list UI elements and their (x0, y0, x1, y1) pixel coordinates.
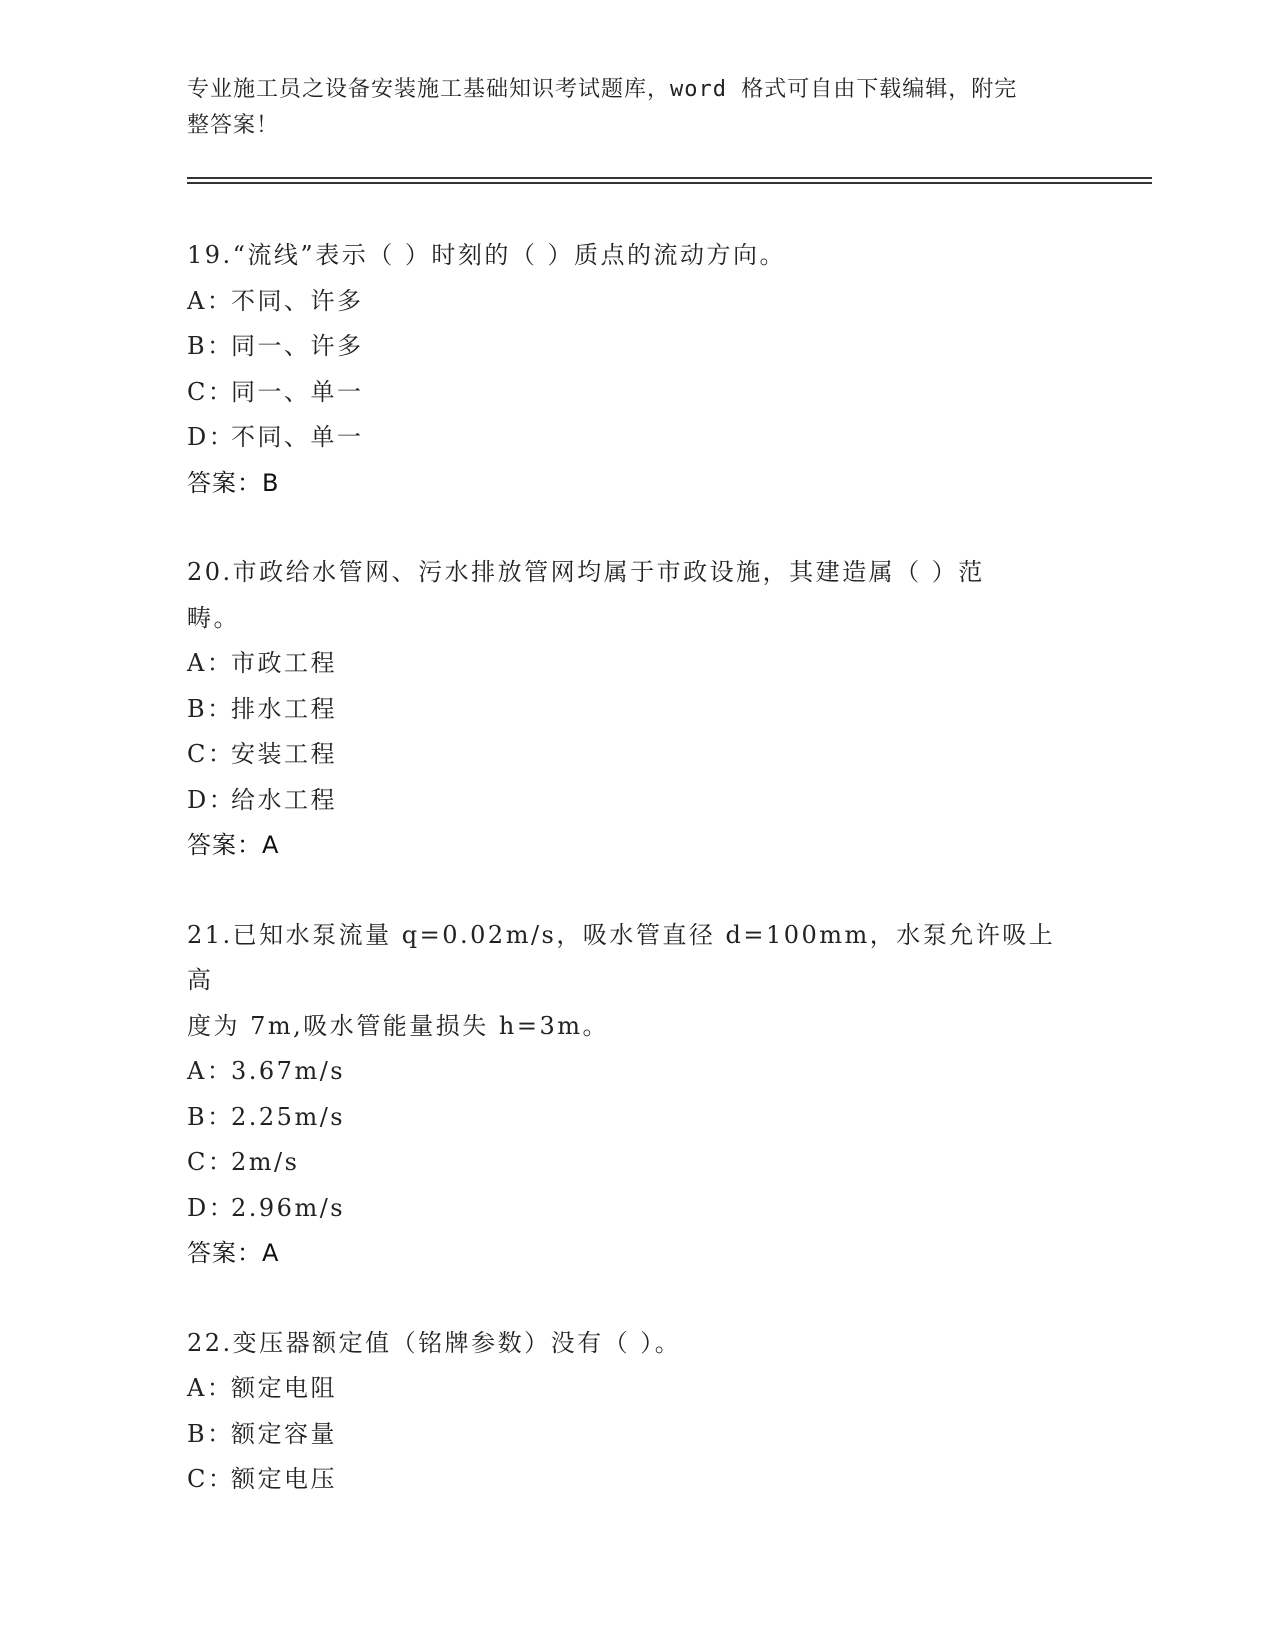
question-stem: 19.“流线”表示（ ）时刻的（ ）质点的流动方向。 (187, 241, 786, 269)
option-a (187, 279, 1067, 325)
header-line-2: 整答案！ (187, 113, 280, 138)
question-22 (187, 1321, 1067, 1503)
question-stem-continued: 畴。 (187, 603, 240, 632)
option-key: C： (187, 377, 235, 406)
option-text: 额定电压 (231, 1465, 337, 1493)
option-key: B： (187, 1419, 234, 1448)
option-d (187, 415, 1067, 461)
option-text: 额定容量 (231, 1419, 337, 1448)
option-c (187, 1457, 1067, 1503)
option-text: 2.96m/s (231, 1193, 346, 1222)
header-divider-top (187, 177, 1152, 179)
question-stem: 21.已知水泵流量 q=0.02m/s，吸水管直径 d=100mm，水泵允许吸上高 (187, 920, 1056, 994)
option-d (187, 1186, 1067, 1232)
answer: 答案：B (187, 468, 280, 497)
option-b (187, 1095, 1067, 1141)
option-key: A： (187, 1374, 234, 1402)
option-b (187, 324, 1067, 370)
option-b (187, 687, 1067, 733)
option-key: B： (187, 1102, 234, 1131)
option-text: 额定电阻 (231, 1374, 337, 1402)
option-key: C： (187, 1465, 235, 1493)
option-text: 同一、单一 (231, 377, 364, 406)
question-stem: 20.市政给水管网、污水排放管网均属于市政设施，其建造属（ ）范 (187, 558, 985, 586)
question-stem-continued: 度为 7m,吸水管能量损失 h=3m。 (187, 1011, 610, 1040)
option-key: C： (187, 740, 235, 768)
option-text: 排水工程 (231, 694, 337, 723)
option-key: D： (187, 423, 236, 451)
header-divider-bottom (187, 182, 1152, 184)
document-header (187, 72, 1067, 144)
option-c (187, 370, 1067, 416)
option-d (187, 778, 1067, 824)
option-key: A： (187, 649, 234, 677)
option-key: A： (187, 1057, 234, 1085)
option-a (187, 1366, 1067, 1412)
question-20 (187, 550, 1067, 869)
option-key: B： (187, 332, 234, 360)
question-list (187, 233, 1067, 1547)
option-key: D： (187, 1193, 236, 1222)
option-key: C： (187, 1148, 235, 1176)
question-stem: 22.变压器额定值（铭牌参数）没有（ ）。 (187, 1328, 682, 1357)
option-text: 不同、许多 (231, 286, 364, 315)
answer: 答案：A (187, 1239, 280, 1267)
option-text: 不同、单一 (231, 423, 364, 451)
option-text: 2.25m/s (231, 1102, 346, 1131)
option-a (187, 641, 1067, 687)
option-text: 给水工程 (231, 785, 337, 814)
option-b (187, 1412, 1067, 1458)
option-a (187, 1049, 1067, 1095)
option-key: B： (187, 694, 234, 723)
option-text: 同一、许多 (231, 332, 364, 360)
option-text: 市政工程 (231, 649, 337, 677)
option-key: D： (187, 785, 236, 814)
option-c (187, 1140, 1067, 1186)
option-text: 2m/s (231, 1148, 300, 1176)
header-line-1: 专业施工员之设备安装施工基础知识考试题库，word 格式可自由下载编辑，附完 (187, 77, 1018, 102)
answer: 答案：A (187, 831, 280, 859)
option-text: 安装工程 (231, 740, 337, 768)
option-c (187, 732, 1067, 778)
option-key: A： (187, 286, 234, 315)
question-19 (187, 233, 1067, 506)
option-text: 3.67m/s (231, 1057, 346, 1085)
question-21 (187, 913, 1067, 1277)
